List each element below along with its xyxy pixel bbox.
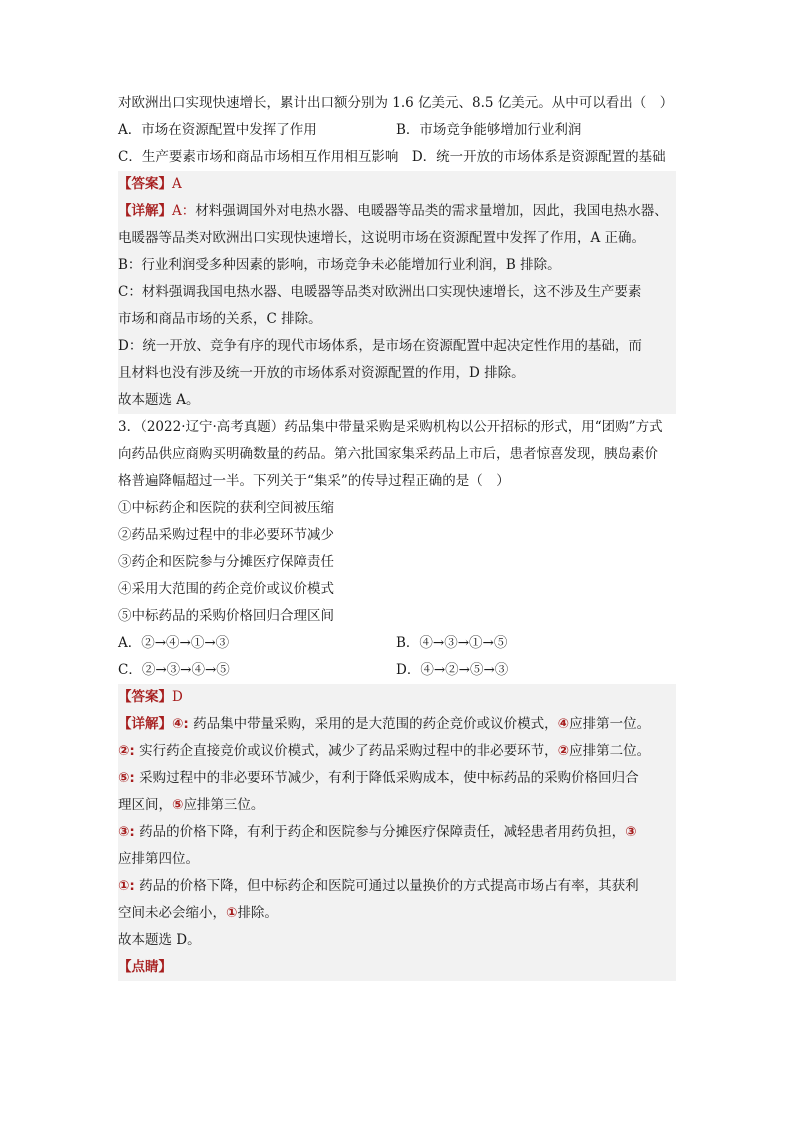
detail-key: ⑤: xyxy=(118,770,135,786)
q2-detail-a-1 xyxy=(118,198,676,225)
q3-detail-3-2: 应排第四位。 xyxy=(118,851,199,867)
q3-detail-2 xyxy=(118,738,676,765)
detail-text: 理区间， xyxy=(118,797,172,813)
detail-key: ②: xyxy=(118,743,135,759)
q3-item-3: ③药企和医院参与分摊医疗保障责任 xyxy=(118,554,334,570)
q3-comment xyxy=(118,954,676,981)
detail-text: 药品的价格下降，有利于药企和医院参与分摊医疗保障责任，减轻患者用药负担， xyxy=(134,824,626,840)
q3-option-a[interactable]: A．②→④→①→③ xyxy=(118,635,230,651)
q3-detail-1-2 xyxy=(118,900,676,927)
detail-label: 【详解】 xyxy=(118,716,172,732)
comment-label: 【点睛】 xyxy=(118,959,172,975)
detail-label: 【详解】 xyxy=(118,203,172,219)
q2-detail-d-2: 且材料也没有涉及统一开放的市场体系对资源配置的作用，D 排除。 xyxy=(118,365,525,381)
detail-key: ④: xyxy=(172,716,189,732)
detail-text: 应排第二位。 xyxy=(569,743,651,759)
detail-ref: ④ xyxy=(557,716,570,732)
detail-text: 采购过程中的非必要环节减少，有利于降低采购成本，使中标药品的采购价格回归合 xyxy=(134,770,639,786)
detail-text: 材料强调国外对电热水器、电暖器等品类的需求量增加，因此，我国电热水器、 xyxy=(195,203,668,219)
q2-detail-c-2: 市场和商品市场的关系，C 排除。 xyxy=(118,311,322,327)
q3-item-1: ①中标药企和医院的获利空间被压缩 xyxy=(118,500,334,516)
detail-text: 应排第三位。 xyxy=(183,797,265,813)
q3-answer xyxy=(118,684,676,711)
q3-conclusion: 故本题选 D。 xyxy=(118,932,201,948)
q2-detail-d-1: D：统一开放、竞争有序的现代市场体系，是市场在资源配置中起决定性作用的基础，而 xyxy=(118,338,642,354)
q3-options-row-1 xyxy=(118,630,676,657)
q3-detail-4 xyxy=(118,711,676,738)
q3-option-d[interactable]: D．④→②→⑤→③ xyxy=(396,662,509,678)
answer-label: 【答案】 xyxy=(118,689,172,705)
q2-stem-tail: 对欧洲出口实现快速增长，累计出口额分别为 1.6 亿美元、8.5 亿美元。从中可以看出（ ） xyxy=(118,95,674,111)
q3-option-c[interactable]: C．②→③→④→⑤ xyxy=(118,662,230,678)
q3-stem-3: 格普遍降幅超过一半。下列关于“集采”的传导过程正确的是（ ） xyxy=(118,473,510,489)
detail-text: 应排第一位。 xyxy=(569,716,651,732)
q3-item-4: ④采用大范围的药企竞价或议价模式 xyxy=(118,581,334,597)
detail-ref: ② xyxy=(557,743,570,759)
q3-detail-5-2 xyxy=(118,792,676,819)
q2-detail-a-2: 电暖器等品类对欧洲出口实现快速增长，这说明市场在资源配置中发挥了作用，A 正确。 xyxy=(118,230,646,246)
detail-key: ①: xyxy=(118,878,135,894)
q2-answer xyxy=(118,171,676,198)
q2-answer-block xyxy=(118,171,676,414)
q3-item-5: ⑤中标药品的采购价格回归合理区间 xyxy=(118,608,334,624)
detail-text: 排除。 xyxy=(237,905,278,921)
q3-detail-5-1 xyxy=(118,765,676,792)
q3-answer-block xyxy=(118,684,676,981)
answer-value: A xyxy=(172,176,182,192)
q3-options-row-2 xyxy=(118,657,676,684)
detail-text: 药品的价格下降，但中标药企和医院可通过以量换价的方式提高市场占有率，其获利 xyxy=(134,878,639,894)
detail-ref: ③ xyxy=(625,824,637,840)
q2-option-b[interactable]: B．市场竞争能够增加行业利润 xyxy=(396,122,582,138)
detail-key: ③: xyxy=(118,824,135,840)
q2-option-d[interactable]: D．统一开放的市场体系是资源配置的基础 xyxy=(411,149,666,165)
q2-option-a[interactable]: A．市场在资源配置中发挥了作用 xyxy=(118,122,317,138)
q3-detail-1-1 xyxy=(118,873,676,900)
q3-option-b[interactable]: B．④→③→①→⑤ xyxy=(396,635,508,651)
q2-detail-c-1: C：材料强调我国电热水器、电暖器等品类对欧洲出口实现快速增长，这不涉及生产要素 xyxy=(118,284,642,300)
q2-options-row-1 xyxy=(118,117,676,144)
document-page xyxy=(118,90,676,981)
q3-stem-1: 3．（2022·辽宁·高考真题）药品集中带量采购是采购机构以公开招标的形式，用“团购”方式 xyxy=(118,419,663,435)
detail-text: 空间未必会缩小， xyxy=(118,905,226,921)
q2-option-c[interactable]: C．生产要素市场和商品市场相互作用相互影响 xyxy=(118,149,399,165)
detail-text: 药品集中带量采购，采用的是大范围的药企竞价或议价模式， xyxy=(188,716,558,732)
q3-stem-2: 向药品供应商购买明确数量的药品。第六批国家集采药品上市后，患者惊喜发现，胰岛素价 xyxy=(118,446,658,462)
detail-key: A： xyxy=(172,203,196,219)
q3-detail-3-1 xyxy=(118,819,676,846)
detail-text: 实行药企直接竞价或议价模式，减少了药品采购过程中的非必要环节， xyxy=(134,743,558,759)
detail-ref: ① xyxy=(226,905,238,921)
q3-item-2: ②药品采购过程中的非必要环节减少 xyxy=(118,527,334,543)
answer-label: 【答案】 xyxy=(118,176,172,192)
q2-conclusion: 故本题选 A。 xyxy=(118,392,200,408)
answer-value: D xyxy=(172,689,183,705)
detail-ref: ⑤ xyxy=(172,797,184,813)
q2-detail-b: B：行业利润受多种因素的影响，市场竞争未必能增加行业利润，B 排除。 xyxy=(118,257,561,273)
q2-options-row-2 xyxy=(118,144,676,171)
